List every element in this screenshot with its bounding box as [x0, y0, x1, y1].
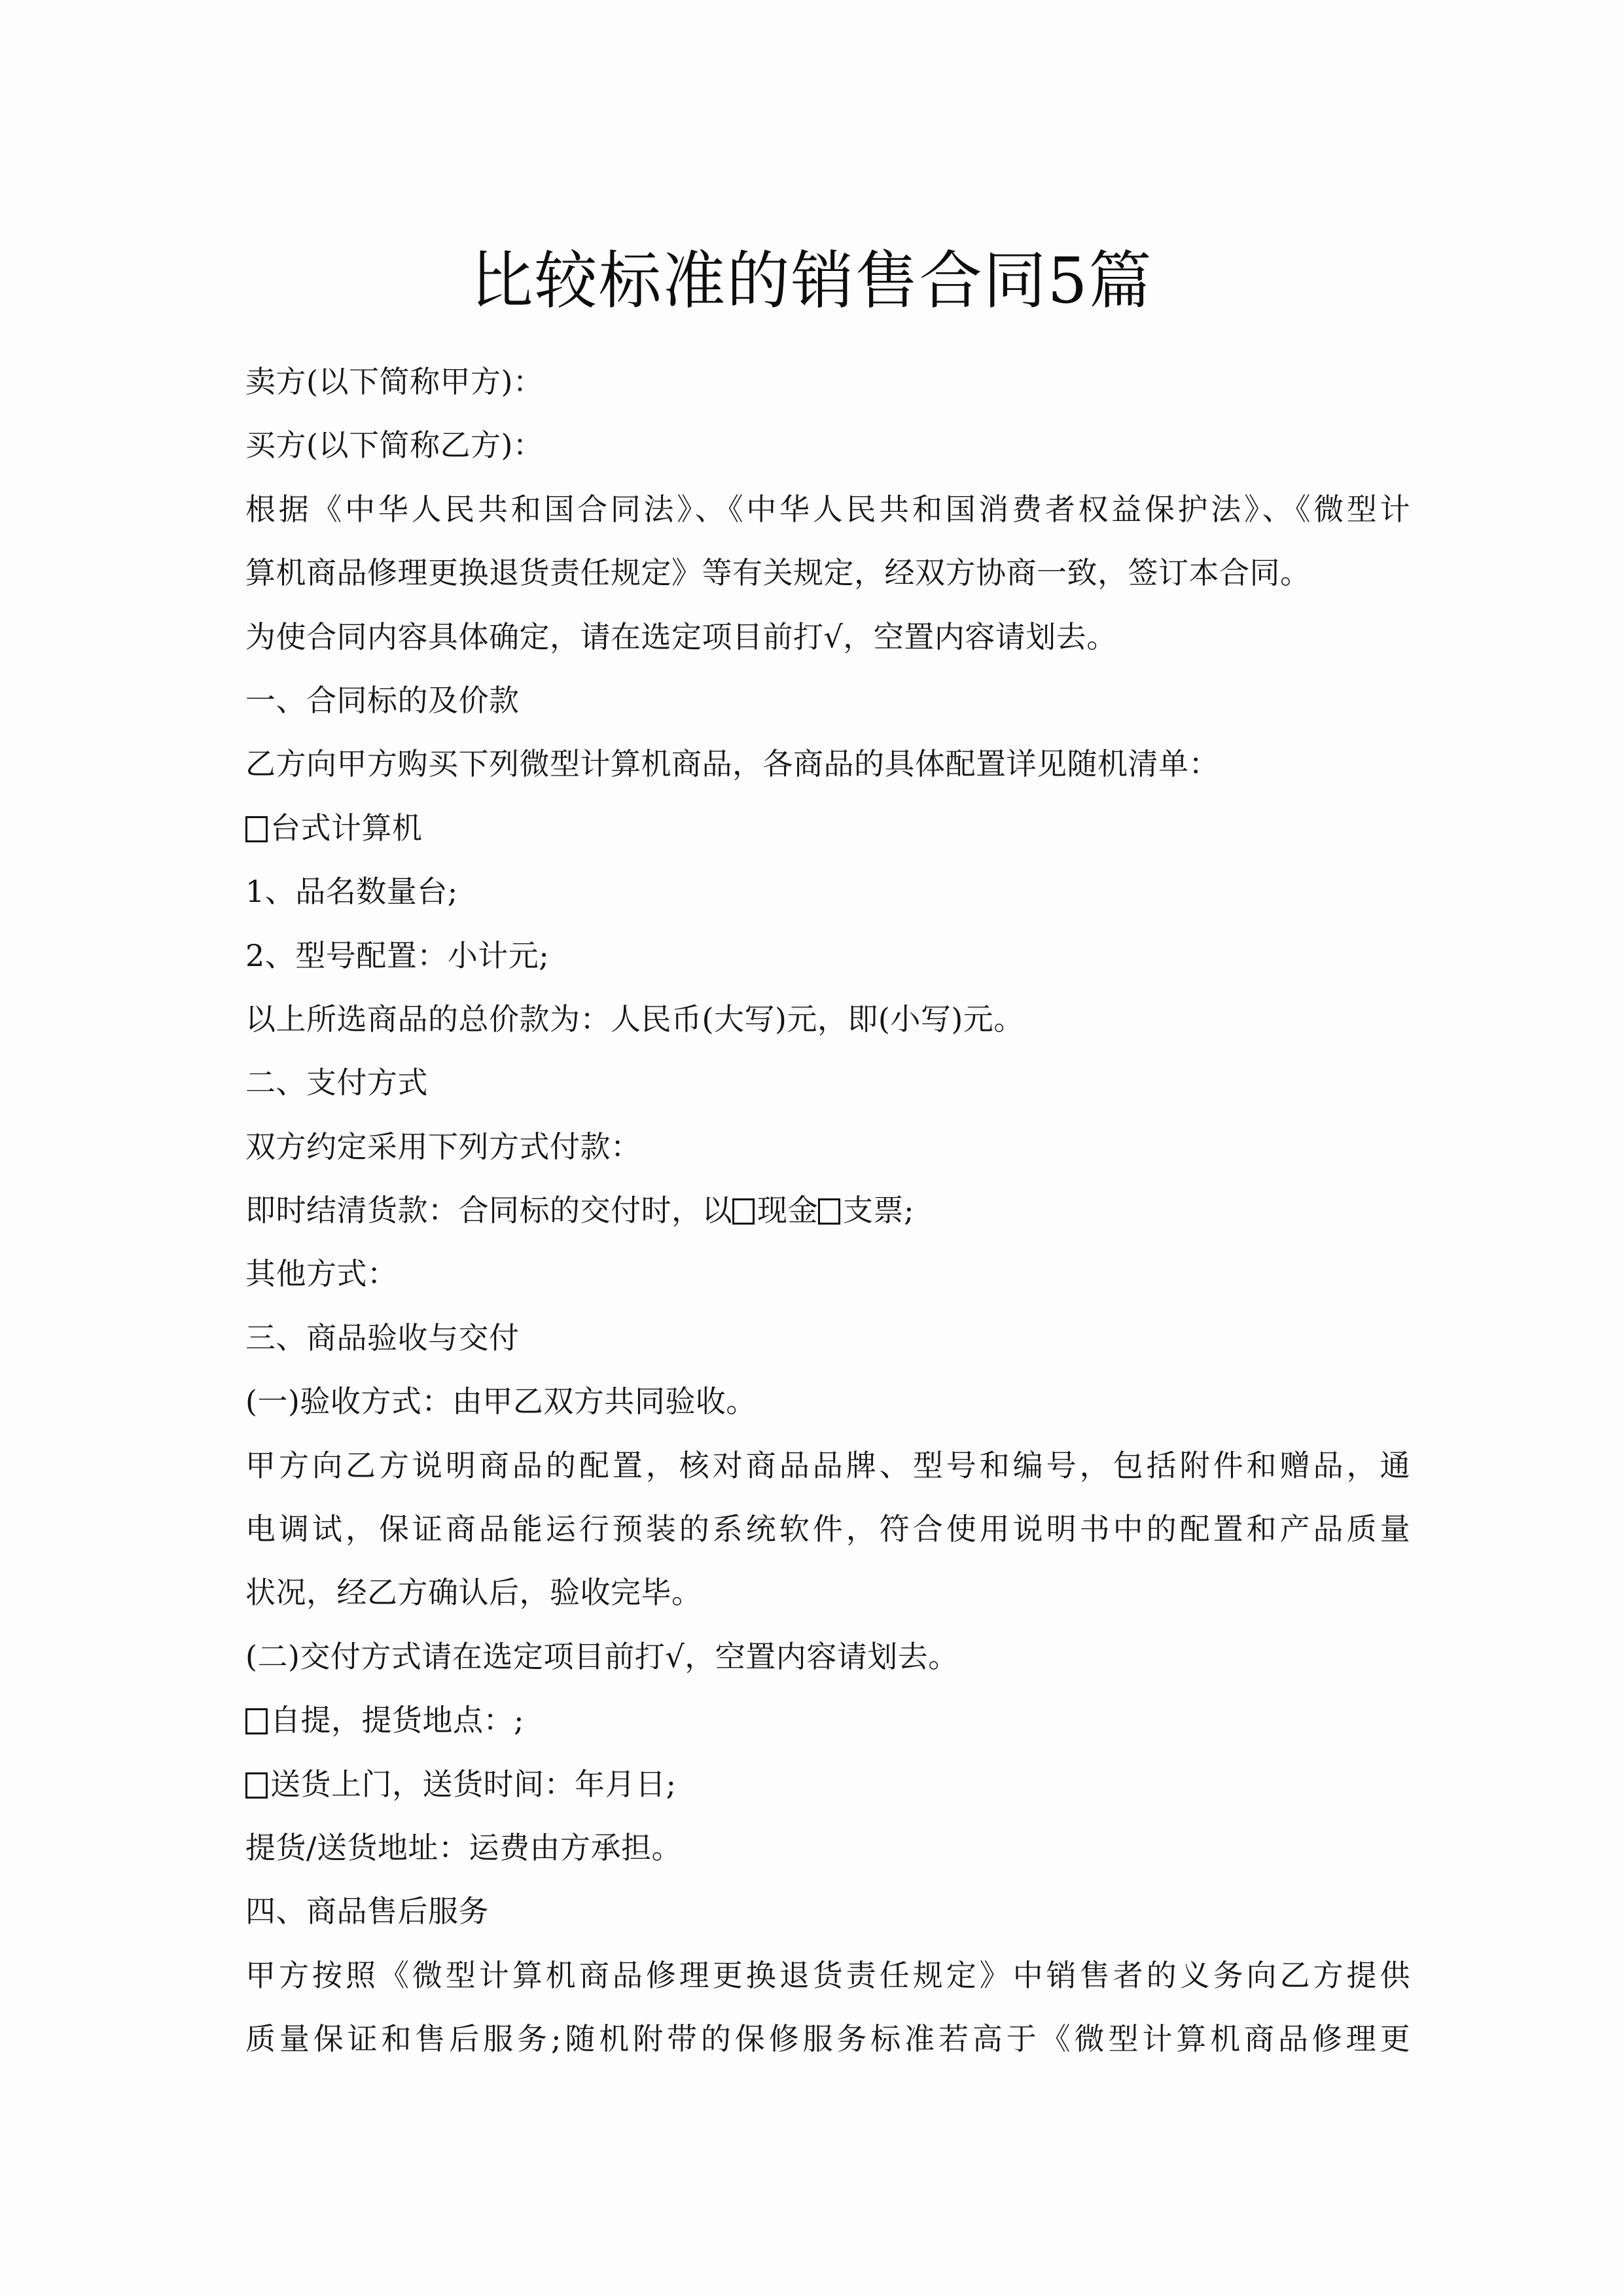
option-desktop — [245, 797, 1410, 860]
payment-options — [245, 1179, 1410, 1242]
payment-check-label: 支票; — [843, 1193, 914, 1229]
paragraph-legal-basis-1: 根据《中华人民共和国合同法》、《中华人民共和国消费者权益保护法》、《微型计 — [245, 491, 1410, 527]
paragraph-total-price: 以上所选商品的总价款为：人民币(大写)元，即(小写)元。 — [245, 1001, 1024, 1037]
payment-cash-label: 现金 — [757, 1193, 818, 1229]
paragraph-instructions: 为使合同内容具体确定，请在选定项目前打√，空置内容请划去。 — [245, 619, 1117, 655]
checkbox-icon[interactable] — [732, 1198, 755, 1225]
paragraph-legal-basis-2: 算机商品修理更换退货责任规定》等有关规定，经双方协商一致，签订本合同。 — [245, 555, 1311, 591]
checkbox-icon[interactable] — [245, 1772, 268, 1799]
option-home-delivery — [245, 1753, 1410, 1816]
paragraph-delivery-method: (二)交付方式请在选定项目前打√，空置内容请划去。 — [245, 1638, 959, 1674]
paragraph-purchase: 乙方向甲方购买下列微型计算机商品，各商品的具体配置详见随机清单： — [245, 746, 1219, 782]
seller-field: 卖方(以下简称甲方)： — [245, 364, 544, 399]
section-heading-1: 一、合同标的及价款 — [245, 682, 520, 718]
paragraph-delivery-address: 提货/送货地址：运费由方承担。 — [245, 1829, 682, 1865]
paragraph-after-sales-2: 质量保证和售后服务;随机附带的保修服务标准若高于《微型计算机商品修理更 — [245, 2021, 1410, 2057]
paragraph-acceptance-1: 甲方向乙方说明商品的配置，核对商品品牌、型号和编号，包括附件和赠品，通 — [245, 1447, 1410, 1483]
document-title: 比较标准的销售合同5篇 — [470, 244, 1153, 318]
payment-label: 即时结清货款：合同标的交付时，以 — [245, 1193, 732, 1229]
paragraph-acceptance-2: 电调试，保证商品能运行预装的系统软件，符合使用说明书中的配置和产品质量 — [245, 1511, 1410, 1547]
section-heading-2: 二、支付方式 — [245, 1065, 428, 1101]
checkbox-icon[interactable] — [245, 816, 268, 842]
paragraph-other-methods: 其他方式： — [245, 1256, 398, 1292]
paragraph-acceptance-method: (一)验收方式：由甲乙双方共同验收。 — [245, 1384, 757, 1420]
paragraph-after-sales-1: 甲方按照《微型计算机商品修理更换退货责任规定》中销售者的义务向乙方提供 — [245, 1957, 1410, 1993]
document-body — [245, 350, 1410, 2072]
option-home-delivery-label: 送货上门，送货时间：年月日; — [270, 1766, 677, 1802]
option-self-pickup-label: 自提，提货地点：; — [270, 1702, 524, 1738]
section-heading-4: 四、商品售后服务 — [245, 1893, 489, 1929]
checkbox-icon[interactable] — [818, 1198, 840, 1225]
item-2: 2、型号配置：小计元; — [245, 937, 550, 973]
checkbox-icon[interactable] — [245, 1708, 268, 1734]
option-self-pickup — [245, 1689, 1410, 1752]
option-desktop-label: 台式计算机 — [270, 810, 423, 846]
buyer-field: 买方(以下简称乙方)： — [245, 427, 544, 463]
paragraph-payment-method: 双方约定采用下列方式付款： — [245, 1128, 641, 1164]
section-heading-3: 三、商品验收与交付 — [245, 1319, 520, 1355]
paragraph-acceptance-3: 状况，经乙方确认后，验收完毕。 — [245, 1575, 702, 1611]
item-1: 1、品名数量台; — [245, 874, 458, 910]
